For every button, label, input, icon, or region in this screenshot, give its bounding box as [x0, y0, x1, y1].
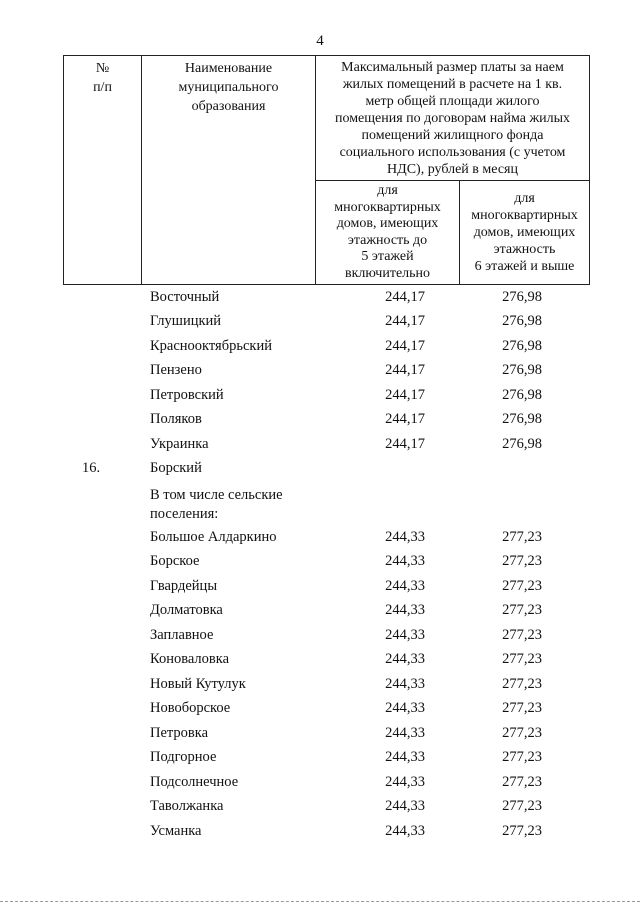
row-name: Поляков: [150, 411, 202, 427]
row-name: Большое Алдаркино: [150, 529, 277, 545]
table-row: [0, 798, 640, 822]
row-name: Глушицкий: [150, 313, 222, 329]
row-value-2: 277,23: [502, 627, 542, 643]
row-value-1: 244,17: [385, 387, 425, 403]
row-value-1: 244,33: [385, 553, 425, 569]
row-value-2: 276,98: [502, 436, 542, 452]
row-name: Борское: [150, 553, 200, 569]
table-row: [0, 313, 640, 337]
table-row: [0, 676, 640, 700]
header-number-label: № п/п: [93, 61, 112, 95]
row-name: В том числе сельские поселения:: [150, 487, 283, 522]
row-value-1: 244,17: [385, 313, 425, 329]
row-value-2: 276,98: [502, 362, 542, 378]
row-value-1: 244,33: [385, 725, 425, 741]
row-value-1: 244,33: [385, 823, 425, 839]
row-value-1: 244,17: [385, 436, 425, 452]
row-name: Подгорное: [150, 749, 217, 765]
table-row: [0, 338, 640, 362]
table-row: [0, 411, 640, 435]
row-name: Восточный: [150, 289, 220, 305]
table-row: [0, 774, 640, 798]
row-name: Долматовка: [150, 602, 223, 618]
header-fee-label: Максимальный размер платы за наем жилых помещений в расчете на 1 кв. метр общей площади жилого помещения по договорам найма жилых помещений жилищного фонда социального использования (с учетом НДС), рублей в месяц: [334, 60, 571, 177]
table-row: [0, 627, 640, 651]
header-sub2-label: для многоквартирных домов, имеющих этажность 6 этажей и выше: [471, 191, 578, 274]
table-row: [0, 725, 640, 749]
table-row: [0, 651, 640, 675]
row-value-1: 244,17: [385, 289, 425, 305]
row-name: Краснооктябрьский: [150, 338, 272, 354]
table-row: [0, 578, 640, 602]
page-number: 4: [316, 33, 324, 49]
row-value-2: 277,23: [502, 553, 542, 569]
row-name: Борский: [150, 460, 202, 476]
table-row: [0, 700, 640, 724]
row-value-1: 244,33: [385, 602, 425, 618]
row-value-1: 244,33: [385, 798, 425, 814]
table-row: [0, 362, 640, 386]
row-value-1: 244,33: [385, 749, 425, 765]
row-value-2: 277,23: [502, 651, 542, 667]
row-value-2: 276,98: [502, 313, 542, 329]
table-row: [0, 823, 640, 847]
table-row: [0, 486, 640, 526]
row-name: Подсолнечное: [150, 774, 239, 790]
row-value-2: 277,23: [502, 602, 542, 618]
table-row: [0, 749, 640, 773]
table-row: [0, 460, 640, 484]
row-value-2: 277,23: [502, 578, 542, 594]
row-value-2: 276,98: [502, 387, 542, 403]
row-value-1: 244,33: [385, 651, 425, 667]
table-row: [0, 436, 640, 460]
row-name: Таволжанка: [150, 798, 224, 814]
row-number: 16.: [82, 460, 101, 476]
row-name: Пензено: [150, 362, 202, 378]
row-value-1: 244,17: [385, 338, 425, 354]
row-value-2: 277,23: [502, 774, 542, 790]
row-value-1: 244,17: [385, 411, 425, 427]
row-name: Усманка: [150, 823, 202, 839]
row-value-2: 276,98: [502, 411, 542, 427]
row-value-2: 277,23: [502, 529, 542, 545]
row-value-1: 244,33: [385, 676, 425, 692]
table-row: [0, 529, 640, 553]
row-value-2: 277,23: [502, 700, 542, 716]
table-row: [0, 289, 640, 313]
row-value-2: 277,23: [502, 823, 542, 839]
row-name: Коноваловка: [150, 651, 230, 667]
table-row: [0, 602, 640, 626]
row-value-1: 244,33: [385, 578, 425, 594]
row-name: Петровка: [150, 725, 209, 741]
row-name: Украинка: [150, 436, 209, 452]
table-row: [0, 553, 640, 577]
row-value-1: 244,33: [385, 529, 425, 545]
row-value-2: 277,23: [502, 798, 542, 814]
row-name: Заплавное: [150, 627, 214, 643]
row-name: Новый Кутулук: [150, 676, 246, 692]
row-name: Новоборское: [150, 700, 231, 716]
row-value-1: 244,33: [385, 774, 425, 790]
row-value-1: 244,17: [385, 362, 425, 378]
row-name: Гвардейцы: [150, 578, 218, 594]
row-value-2: 277,23: [502, 676, 542, 692]
header-sub1-label: для многоквартирных домов, имеющих этажность до 5 этажей включительно: [334, 183, 441, 281]
row-value-1: 244,33: [385, 700, 425, 716]
row-name: Петровский: [150, 387, 224, 403]
table-row: [0, 387, 640, 411]
row-value-2: 277,23: [502, 725, 542, 741]
row-value-2: 277,23: [502, 749, 542, 765]
row-value-1: 244,33: [385, 627, 425, 643]
header-name-label: Наименование муниципального образования: [178, 61, 279, 114]
row-value-2: 276,98: [502, 289, 542, 305]
page-bottom-border: [0, 901, 640, 902]
row-value-2: 276,98: [502, 338, 542, 354]
